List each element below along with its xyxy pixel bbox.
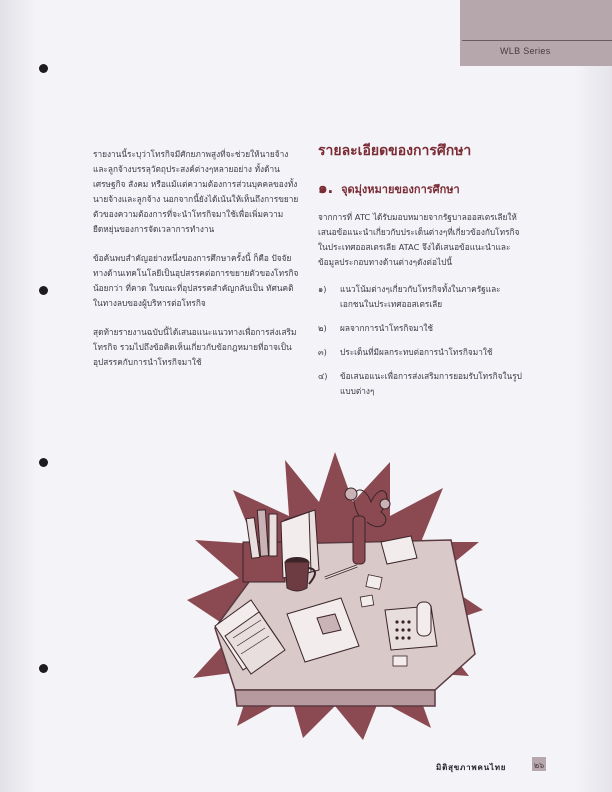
subheading-number: ๑. [318,179,334,197]
list-item-text: ข้อเสนอแนะเพื่อการส่งเสริมการยอมรับโทรกิจในรูปแบบต่างๆ [340,371,522,396]
subheading [318,176,523,200]
list-item [318,345,523,360]
list-item-number: ๑) [318,284,327,294]
section-title: รายละเอียดของการศึกษา [318,143,472,159]
paragraph-recommendations: สุดท้ายรายงานฉบับนี้ได้เสนอแนะแนวทางเพื่อการส่งเสริมโทรกิจ รวมไปถึงข้อคิดเห็นเกี่ยวกับข้อกฎหมายที่อาจเป็นอุปสรรคกับการนำโทรกิจมาใช้ [93,327,297,367]
list-item [318,321,523,336]
series-rule [462,40,612,41]
list-item-number: ๓) [318,347,327,357]
page-number: ๒๖ [533,761,545,770]
telephone-icon [385,602,437,650]
list-item-number: ๔) [318,371,328,381]
binder-hole-icon [39,458,48,467]
series-label: WLB Series [500,46,551,56]
desk-front [235,690,435,706]
intro-paragraph: จากการที่ ATC ได้รับมอบหมายจากรัฐบาลออสเตรเลียให้เสนอข้อแนะนำเกี่ยวกับประเด็นต่างๆที่เกี่ยวข้องกับโทรกิจในประเทศออสเตรเลีย ATAC จึงได้เสนอข้อแนะนำและข้อมูลประกอบทางด้านต่างๆดังต่อไปนี้ [318,212,520,267]
objective-list [318,282,523,399]
list-item-text: แนวโน้มต่างๆเกี่ยวกับโทรกิจทั้งในภาครัฐและเอกชนในประเทศออสเตรเลีย [340,284,501,309]
list-item [318,369,523,399]
right-column [318,140,523,408]
binder-hole-icon [39,664,48,673]
series-tab [460,0,612,66]
list-item-text: ประเด็นที่มีผลกระทบต่อการนำโทรกิจมาใช้ [340,347,493,357]
desk-illustration [185,450,485,740]
binder-hole-icon [39,286,48,295]
binder-hole-icon [39,64,48,73]
list-item [318,282,523,312]
subheading-text: จุดมุ่งหมายของการศึกษา [341,183,460,196]
paragraph-findings: ข้อค้นพบสำคัญอย่างหนึ่งของการศึกษาครั้งนี้ ก็คือ ปัจจัยทางด้านเทคโนโลยีเป็นอุปสรรคต่อการขยายตัวของโทรกิจ น้อยกว่า ที่คาด ในขณะที่อุปสรรคสำคัญกลับเป็น ทัศนคติในทางลบของผู้บริหารต่อโทรกิจ [93,253,299,308]
left-column [93,147,303,384]
list-item-number: ๒) [318,323,327,333]
paragraph-summary: รายงานนี้ระบุว่าโทรกิจมีศักยภาพสูงที่จะช่วยให้นายจ้างและลูกจ้างบรรลุวัตถุประสงค์ต่างๆหลายอย่าง ทั้งด้านเศรษฐกิจ สังคม หรือแม้แต่ความต้องการส่วนบุคคลของทั้งนายจ้างและลูกจ้าง นอกจากนี้ยังได้เน้นให้เห็นถึงการขยายตัวของความต้องการที่จะนำโทรกิจมาใช้เพื่อเพิ่มความยืดหยุ่นของการจัดเวลาการทำงาน [93,149,299,234]
footer-label: มิติสุขภาพคนไทย [436,763,507,772]
list-item-text: ผลจากการนำโทรกิจมาใช้ [340,323,434,333]
